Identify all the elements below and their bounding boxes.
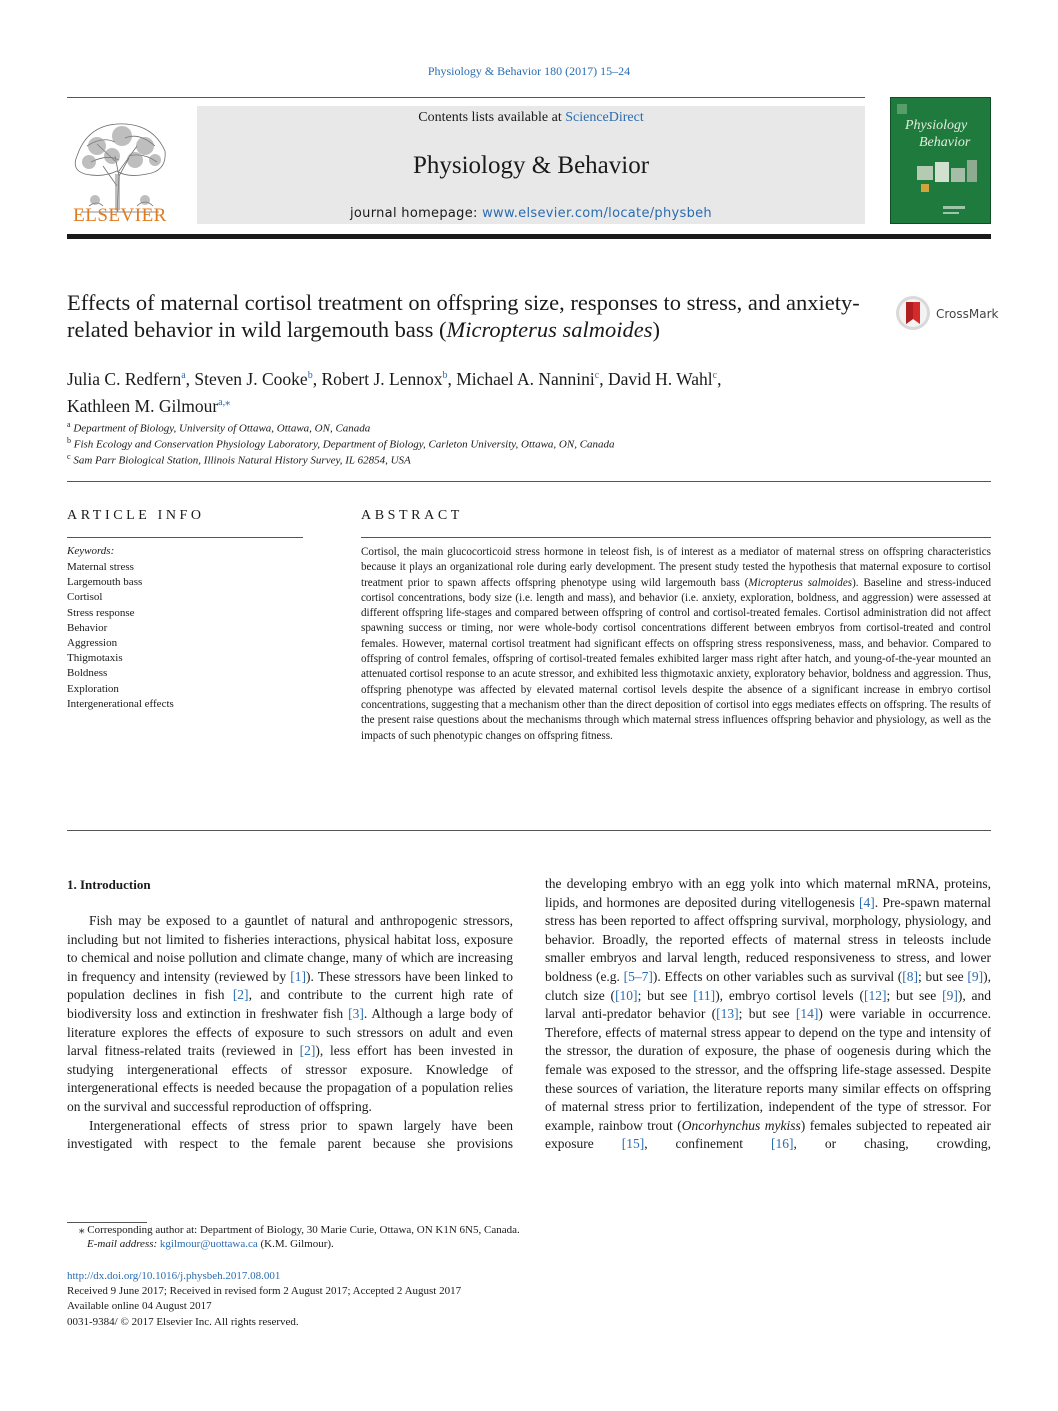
author-affiliation-mark[interactable]: a,⁎ <box>218 396 231 408</box>
keyword-list <box>67 560 174 712</box>
keyword: Aggression <box>67 637 118 650</box>
reference-link[interactable]: [13] <box>716 1006 739 1022</box>
keyword: Boldness <box>67 667 108 680</box>
reference-link[interactable]: [3] <box>348 1005 364 1021</box>
keyword: Largemouth bass <box>67 576 143 589</box>
keyword: Behavior <box>67 621 108 634</box>
journal-citation[interactable]: Physiology & Behavior 180 (2017) 15–24 <box>427 64 631 78</box>
author-name: Steven J. Cooke <box>194 368 308 389</box>
article-info-rule <box>67 537 303 538</box>
keyword: Stress response <box>67 606 135 619</box>
article-title: Effects of maternal cortisol treatment on offspring size, responses to stress, and anxiety-related behavior in wild largemouth bass (Micropterus salmoides) <box>67 290 860 342</box>
intro-paragraph-2: Intergenerational effects of stress prior to spawn largely have been investigated with respect to the female parent because she provisions <box>67 1117 513 1152</box>
intro-left-column <box>67 912 513 1154</box>
abstract-rule <box>361 537 991 538</box>
journal-title: Physiology & Behavior <box>412 152 650 179</box>
keyword: Intergenerational effects <box>67 697 174 710</box>
email-link[interactable]: kgilmour@uottawa.ca <box>159 1238 258 1250</box>
header-top-rule <box>67 97 865 98</box>
cover-pattern-icon <box>891 98 991 224</box>
author-name: Michael A. Nannini <box>456 368 595 389</box>
email-note: E-mail address: kgilmour@uottawa.ca (K.M. Gilmour). <box>87 1238 334 1250</box>
reference-link[interactable]: [16] <box>770 1136 794 1152</box>
header-thick-rule <box>67 234 991 239</box>
keyword: Exploration <box>67 682 119 695</box>
abstract-bottom-rule <box>67 830 991 831</box>
keyword: Cortisol <box>67 591 103 604</box>
reference-link[interactable]: [4] <box>859 894 875 910</box>
copyright: 0031-9384/ © 2017 Elsevier Inc. All rights reserved. <box>67 1315 299 1328</box>
author-affiliation-mark[interactable]: c <box>594 370 600 381</box>
intro-paragraph-1: Fish may be exposed to a gauntlet of natural and anthropogenic stressors, including but not limited to fisheries interactions, physical habitat loss, exposure to chemical and noise pollution and climate change, many of which are increasing in frequency and intensity (reviewed by [1]). These stressors have been linked to population declines in fish [2], and contribute to the current high rate of biodiversity loss and extinction in freshwater fish [3]. Although a large body of literature explores the effects of exposure to such stressors on adult and even larval fitness-related traits (reviewed in [2]), less effort has been invested in studying intergenerational effects of stressor exposure. Knowledge of intergenerational effects is needed because the propagation of a population relies on the survival and successful reproduction of offspring. <box>67 913 514 1114</box>
reference-link[interactable]: [12] <box>863 987 887 1003</box>
sciencedirect-link[interactable]: ScienceDirect <box>565 110 644 125</box>
corresponding-author-note: ⁎ Corresponding author at: Department of Biology, 30 Marie Curie, Ottawa, ON K1N 6N5, Canada. <box>79 1224 520 1236</box>
contents-available: Contents lists available at ScienceDirect <box>418 110 644 125</box>
reference-link[interactable]: [14] <box>795 1006 819 1022</box>
received-dates: Received 9 June 2017; Received in revised form 2 August 2017; Accepted 2 August 2017 <box>67 1285 462 1298</box>
intro-paragraph-3: the developing embryo with an egg yolk into which maternal mRNA, proteins, lipids, and hormones are deposited during vitellogenesis [4]. Pre-spawn maternal stress has been reported to affect offspring survival, morphology, physiology, and behavior. Broadly, the reported effects of maternal stress in teleosts include smaller embryos and larval length, reduced responsiveness to stress, and lower boldness (e.g. [5–7]). Effects on other variables such as survival ([8]; but see [9]), clutch size ([10]; but see [11]), embryo cortisol levels ([12]; but see [9]), and larval anti-predator behavior ([13]; but see [14]) were variable in occurrence. Therefore, effects of maternal stress appear to depend on the type and intensity of the stressor, the duration of exposure, the phase of oogenesis during which the female was exposed to the stressor, and the offspring life-stage assessed. Despite these sources of variation, the literature reports many similar effects on offspring of maternal stress prior to fertilization, independent of the type of stressor. For example, rainbow trout (Oncorhynchus mykiss) females subjected to repeated air exposure [15], confinement [16], or chasing, crowding, <box>545 876 992 1152</box>
author-name: Julia C. Redfern <box>67 368 182 389</box>
reference-link[interactable]: [2] <box>232 987 249 1003</box>
author-affiliation-mark[interactable]: b <box>442 370 448 381</box>
author-affiliation-mark[interactable]: c <box>712 370 718 381</box>
species-name: Oncorhynchus mykiss <box>681 1117 801 1133</box>
journal-homepage: journal homepage: www.elsevier.com/locate/physbeh <box>350 206 712 221</box>
keywords-label: Keywords: <box>67 545 115 557</box>
cover-title-line1: Physiology <box>905 118 968 133</box>
reference-link[interactable]: [1] <box>290 968 307 984</box>
author-affiliation-mark[interactable]: a <box>181 370 186 381</box>
author-name: Kathleen M. Gilmour <box>67 395 219 416</box>
reference-link[interactable]: [9] <box>967 968 984 984</box>
reference-link[interactable]: [5–7] <box>623 968 653 984</box>
author-affiliation-mark[interactable]: b <box>307 370 313 381</box>
intro-right-column <box>545 875 991 1154</box>
introduction-heading: 1. Introduction <box>67 877 151 892</box>
reference-link[interactable]: [15] <box>621 1136 645 1152</box>
article-info-heading: ARTICLE INFO <box>67 508 205 523</box>
affiliation-a: $^a$ Department of Biology, University of Ottawa, Ottawa, ON, Canada <box>67 420 371 435</box>
cover-title-line2: Behavior <box>919 135 971 150</box>
author-name: Robert J. Lennox <box>321 368 443 389</box>
abstract-heading: ABSTRACT <box>361 508 463 523</box>
crossmark-label[interactable]: CrossMark <box>936 307 999 321</box>
reference-link[interactable]: [9] <box>942 987 958 1003</box>
keyword: Thigmotaxis <box>67 652 123 665</box>
journal-cover-thumbnail[interactable] <box>890 97 991 224</box>
reference-link[interactable]: [10] <box>615 987 638 1003</box>
author-name: David H. Wahl <box>607 368 713 389</box>
doi-link[interactable]: http://dx.doi.org/10.1016/j.physbeh.2017.08.001 <box>67 1270 281 1282</box>
journal-banner <box>197 106 865 224</box>
reference-link[interactable]: [8] <box>902 968 919 984</box>
affiliation-rule <box>67 481 991 482</box>
article-history <box>67 1269 461 1330</box>
elsevier-wordmark: ELSEVIER <box>73 205 167 226</box>
reference-link[interactable]: [11] <box>693 987 716 1003</box>
reference-link[interactable]: [2] <box>299 1043 316 1059</box>
affiliation-c: $^c$ Sam Parr Biological Station, Illinois Natural History Survey, IL 62854, USA <box>67 452 411 467</box>
homepage-link[interactable]: www.elsevier.com/locate/physbeh <box>482 206 712 221</box>
affiliation-b: $^b$ Fish Ecology and Conservation Physiology Laboratory, Department of Biology, Carleton University, Ottawa, ON, Canada <box>67 436 615 451</box>
author-list: Julia C. Redfern$^a$, Steven J. Cooke$^b$, Robert J. Lennox$^b$, Michael A. Nannini$^c$, David H. Wahl$^c$, Kathleen M. Gilmour$^{a,⁎}$ <box>67 368 722 416</box>
available-online: Available online 04 August 2017 <box>67 1300 212 1313</box>
abstract-text: Cortisol, the main glucocorticoid stress hormone in teleost fish, is of interest as a mediator of maternal stress on offspring characteristics because it plays an organizational role during early development. The present study tested the hypothesis that maternal exposure to cortisol treatment prior to spawn affects offspring phenotype using wild largemouth bass (Micropterus salmoides). Baseline and stress-induced cortisol concentrations, body size (i.e. length and mass), and behavior (i.e. anxiety, exploration, boldness, and aggression) were assessed at different offspring life-stages and compared between offspring of control and cortisol-treated females. Cortisol administration did not affect spawning success or timing, nor were whole-body cortisol concentrations different between embryos from cortisol-treated and control females. However, maternal cortisol treatment had significant effects on offspring stress responsiveness, mass, and behavior. Compared to offspring of control females, offspring of cortisol-treated females exhibited larger mass right after hatch, and young-of-the-year mounted an attenuated cortisol response to an acute stressor, and exhibited less thigmotaxic anxiety, exploratory behavior, boldness and aggression. Thus, offspring phenotype was affected by elevated maternal cortisol levels despite the absence of a significant increase in embryo cortisol concentrations, suggesting that a mechanism other than the direct deposition of cortisol into eggs mediates effects on offspring. The results of the present raise questions about the mechanisms through which maternal stress influences offspring behavior and physiology, as well as the impacts of such phenotypic changes on offspring fitness. <box>361 546 991 742</box>
keyword: Maternal stress <box>67 561 134 573</box>
